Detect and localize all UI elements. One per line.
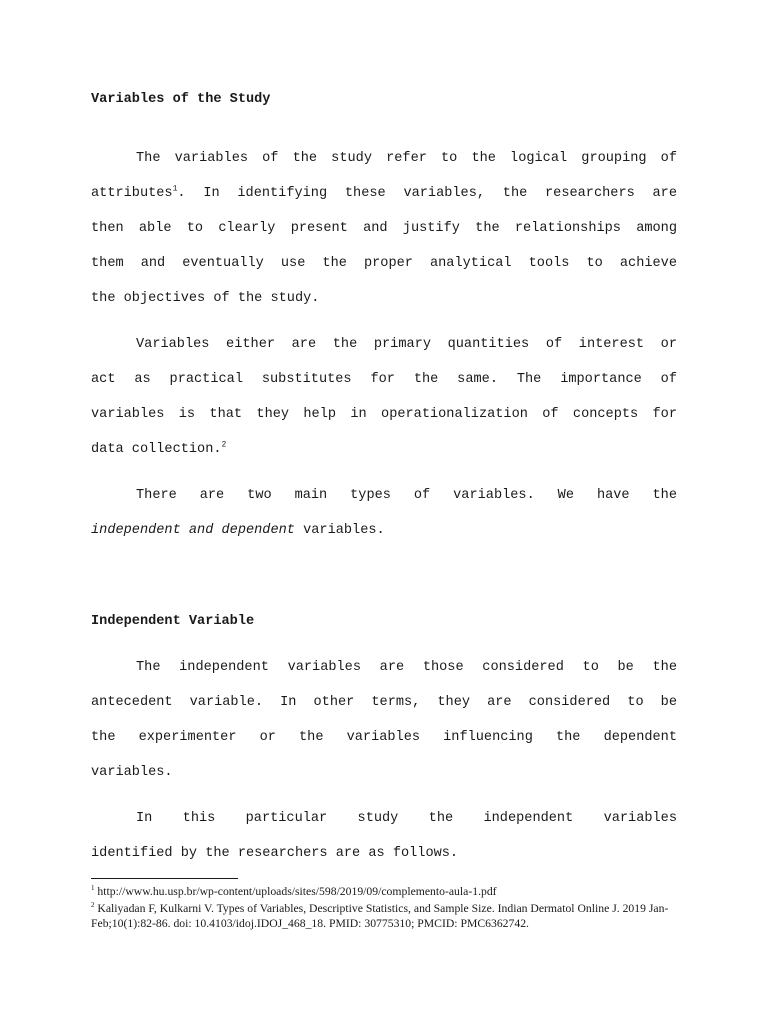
paragraph-line: In this particular study the independent variables xyxy=(136,811,677,826)
footnote-2 xyxy=(91,901,681,931)
footnote-1 xyxy=(91,884,681,899)
paragraph-line xyxy=(91,523,677,538)
text-run: . In identifying these variables, the researchers are xyxy=(177,186,677,201)
footnote-number: 1 xyxy=(91,884,95,893)
footnote-text: Kaliyadan F, Kulkarni V. Types of Variables, Descriptive Statistics, and Sample Size. Indian Dermatol Online J. 2019 Jan-Feb;10(1):82-86. doi: 10.4103/idoj.IDOJ_468_18. PMID: 30775310; PMCID: PMC6362742. xyxy=(91,902,669,930)
paragraph-line: identified by the researchers are as follows. xyxy=(91,846,459,861)
paragraph-line: There are two main types of variables. We have the xyxy=(136,488,677,503)
paragraph-line: The independent variables are those considered to be the xyxy=(136,660,677,675)
footnote-separator xyxy=(91,878,238,879)
italic-text: independent and dependent xyxy=(91,523,295,538)
paragraph-line: antecedent variable. In other terms, they are considered to be xyxy=(91,695,677,710)
footnote-ref: 1 xyxy=(172,184,178,194)
paragraph-line: the experimenter or the variables influencing the dependent xyxy=(91,730,677,745)
paragraph-line: the objectives of the study. xyxy=(91,291,320,306)
paragraph-line: Variables either are the primary quantities of interest or xyxy=(136,337,677,352)
paragraph-line xyxy=(91,186,677,201)
paragraph-line: The variables of the study refer to the logical grouping of xyxy=(136,151,677,166)
footnote-number: 2 xyxy=(91,901,95,910)
paragraph-line: variables. xyxy=(91,765,173,780)
footnote-text: http://www.hu.usp.br/wp-content/uploads/sites/598/2019/09/complemento-aula-1.pdf xyxy=(94,885,497,898)
paragraph-line: them and eventually use the proper analytical tools to achieve xyxy=(91,256,677,271)
paragraph-line: variables is that they help in operationalization of concepts for xyxy=(91,407,677,422)
section-heading-independent-variable: Independent Variable xyxy=(91,614,255,629)
text-run: attributes xyxy=(91,186,173,201)
text-run: variables. xyxy=(294,523,385,538)
footnote-ref: 2 xyxy=(221,440,227,450)
paragraph-line: then able to clearly present and justify the relationships among xyxy=(91,221,677,236)
section-heading-variables: Variables of the Study xyxy=(91,92,271,107)
paragraph-line: act as practical substitutes for the same. The importance of xyxy=(91,372,677,387)
paragraph-line xyxy=(91,442,677,457)
text-run: data collection. xyxy=(91,442,222,457)
